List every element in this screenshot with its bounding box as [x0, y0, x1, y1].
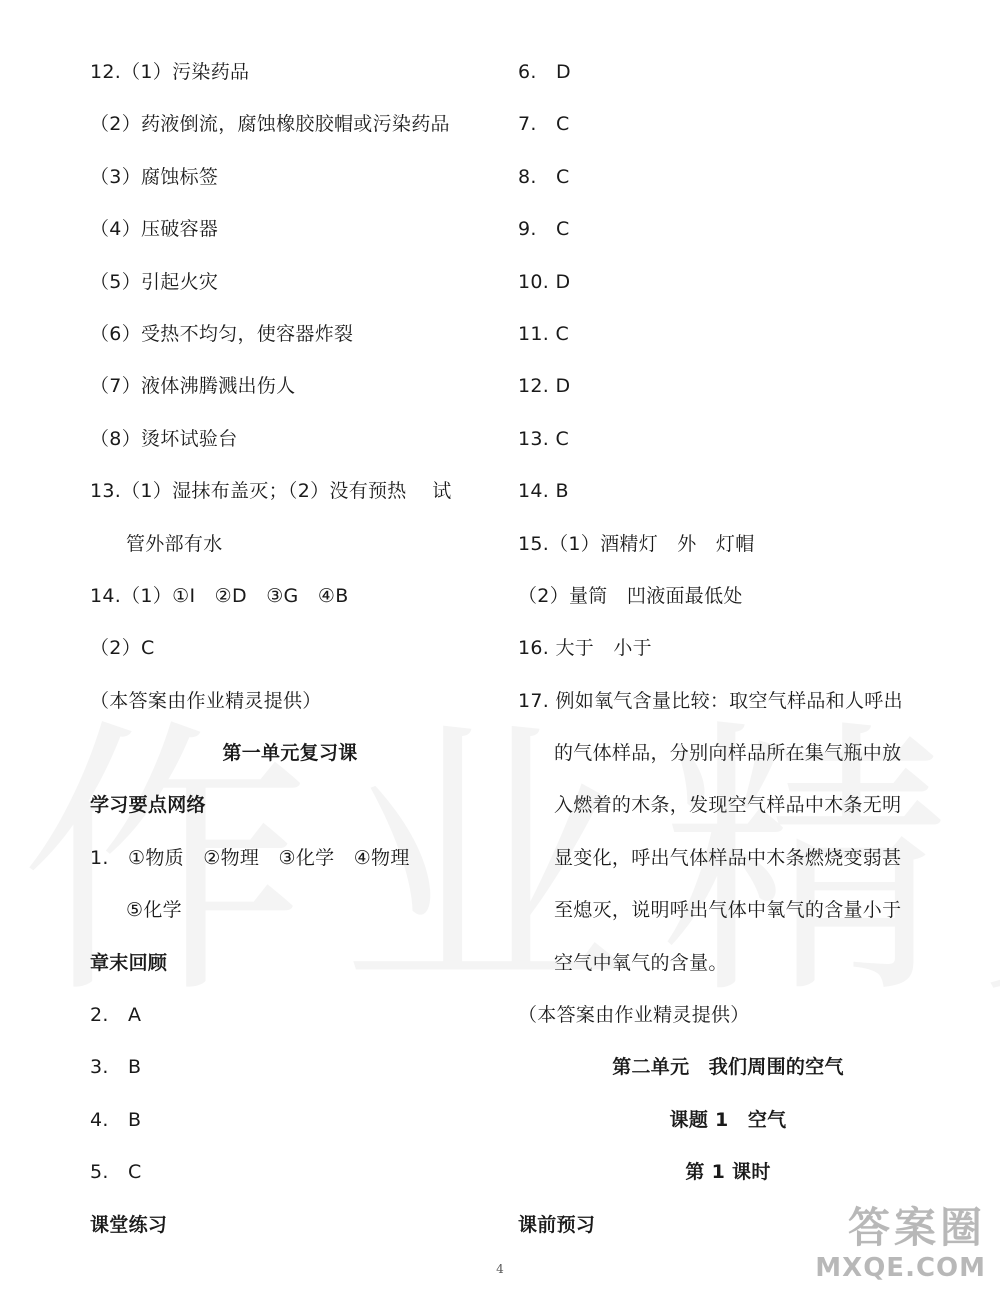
answer-line: 10. D [518, 270, 571, 293]
answer-line-continuation: ⑤化学 [126, 899, 182, 922]
answer-line: （2）C [90, 637, 155, 660]
lesson-title: 课题 1 空气 [669, 1108, 787, 1131]
answer-line: 12. D [518, 375, 571, 398]
answer-line: 5. C [90, 1161, 142, 1184]
subsection-heading: 课堂练习 [90, 1213, 168, 1236]
page-number: 4 [496, 1262, 504, 1276]
q17-text-line: 例如氧气含量比较：取空气样品和人呼出 [555, 689, 903, 712]
section-heading: 第一单元复习课 [222, 742, 358, 765]
site-logo [796, 1203, 986, 1289]
q17-answer [518, 675, 938, 989]
answer-line: 13. C [518, 427, 570, 450]
q17-number: 17. [518, 689, 550, 712]
logo-text-top: 答案圈 [847, 1203, 986, 1252]
subsection-heading: 课前预习 [518, 1213, 596, 1236]
answer-line: 12.（1）污染药品 [90, 61, 250, 83]
answer-line: 15.（1）酒精灯 外 灯帽 [518, 532, 755, 555]
answer-line: 2. A [90, 1004, 142, 1027]
q17-text-line: 至熄灭，说明呼出气体中氧气的含量小于 [554, 899, 902, 922]
period-title: 第 1 课时 [685, 1161, 771, 1184]
answer-line: 14. B [518, 480, 569, 503]
answer-line: （3）腐蚀标签 [90, 165, 219, 188]
answer-line: 16. 大于 小于 [518, 637, 652, 660]
answer-line: （2）量筒 凹液面最低处 [518, 584, 743, 607]
answer-line: （2）药液倒流，腐蚀橡胶胶帽或污染药品 [90, 113, 450, 136]
answer-line: （6）受热不均匀，使容器炸裂 [90, 322, 354, 345]
answer-line: 7. C [518, 113, 570, 136]
answer-line: （7）液体沸腾溅出伤人 [90, 375, 296, 398]
subsection-heading: 章末回顾 [90, 951, 168, 974]
answer-line: 6. D [518, 61, 571, 83]
answer-line: 13.（1）湿抹布盖灭；（2）没有预热 试 [90, 480, 452, 503]
answer-line: 8. C [518, 165, 570, 188]
subsection-heading: 学习要点网络 [90, 794, 206, 817]
q17-text-line: 显变化，呼出气体样品中木条燃烧变弱甚 [554, 846, 902, 869]
answer-line: 11. C [518, 322, 570, 345]
unit-title: 第二单元 我们周围的空气 [612, 1056, 844, 1079]
q17-text-line: 的气体样品，分别向样品所在集气瓶中放 [554, 742, 902, 765]
answer-line: （8）烫坏试验台 [90, 427, 238, 450]
answer-credit: （本答案由作业精灵提供） [90, 689, 322, 712]
answer-line: 3. B [90, 1056, 142, 1079]
left-column [90, 46, 490, 1251]
right-column [518, 46, 938, 1251]
answer-line: 14.（1）①I ②D ③G ④B [90, 584, 349, 607]
answer-line: （4）压破容器 [90, 218, 219, 241]
logo-text-bottom: MXQE.COM [815, 1253, 986, 1283]
answer-line: 4. B [90, 1108, 142, 1131]
answer-line: 1. ①物质 ②物理 ③化学 ④物理 [90, 846, 410, 869]
answer-credit: （本答案由作业精灵提供） [518, 1004, 750, 1027]
q17-text-line: 入燃着的木条，发现空气样品中木条无明 [554, 794, 902, 817]
answer-line: （5）引起火灾 [90, 270, 219, 293]
answer-line-continuation: 管外部有水 [126, 532, 223, 555]
answer-line: 9. C [518, 218, 570, 241]
q17-first-line [518, 675, 938, 727]
q17-text-line: 空气中氧气的含量。 [554, 951, 728, 974]
